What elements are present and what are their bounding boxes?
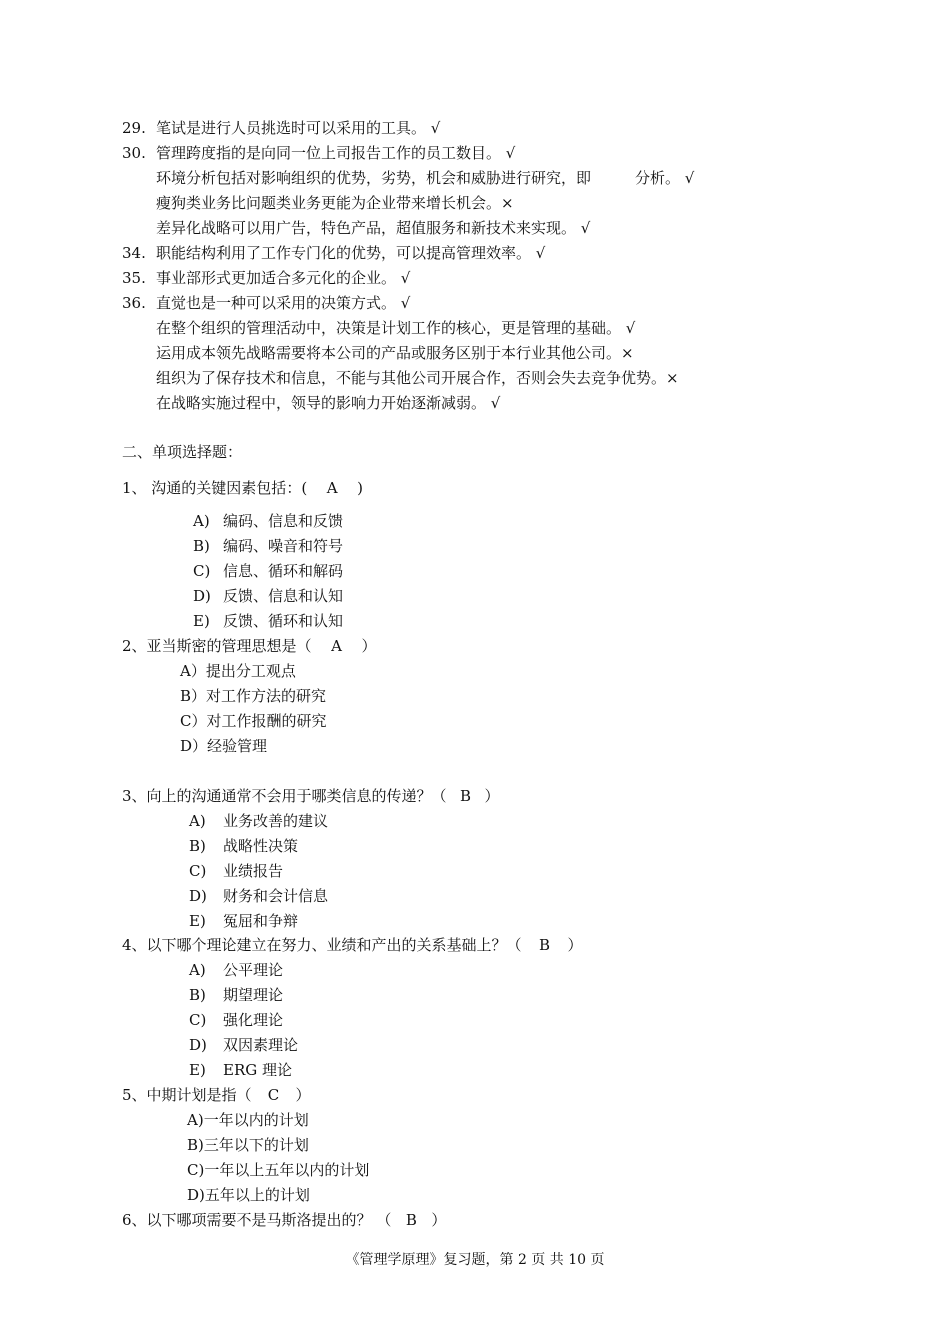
option — [180, 661, 296, 681]
question-text: 3、向上的沟通通常不会用于哪类信息的传递？（ — [122, 787, 447, 805]
option-label: D） — [180, 737, 208, 755]
question-text: 2、亚当斯密的管理思想是（ — [122, 637, 312, 655]
answer: A — [326, 479, 338, 497]
option — [189, 836, 298, 856]
option-text: 双因素理论 — [223, 1036, 299, 1054]
option — [180, 711, 327, 731]
item-text: 笔试是进行人员挑选时可以采用的工具。 √ — [156, 119, 441, 137]
option-text: 一年以上五年以内的计划 — [204, 1161, 370, 1179]
tf-item — [156, 168, 694, 188]
option-label: B) — [189, 837, 206, 855]
option — [189, 886, 328, 906]
item-text: 直觉也是一种可以采用的决策方式。 √ — [156, 294, 411, 312]
option-text: 对工作方法的研究 — [206, 687, 327, 705]
option-text: ERG 理论 — [223, 1061, 292, 1079]
option-label: D) — [189, 887, 207, 905]
tf-item — [156, 393, 500, 413]
question-stem — [122, 786, 500, 806]
option-label: C） — [180, 712, 207, 730]
item-number: 34. — [122, 244, 146, 262]
item-number: 36. — [122, 294, 146, 312]
question-stem — [122, 636, 377, 656]
question-text: 1、 沟通的关键因素包括：( — [122, 479, 308, 497]
option — [189, 1035, 298, 1055]
tf-item — [156, 193, 514, 213]
option — [187, 1160, 369, 1180]
option — [187, 1135, 309, 1155]
option — [180, 736, 267, 756]
option — [193, 511, 343, 531]
question-stem — [122, 935, 583, 955]
item-text: 在整个组织的管理活动中，决策是计划工作的核心，更是管理的基础。 √ — [156, 319, 636, 337]
item-text: 瘦狗类业务比问题类业务更能为企业带来增长机会。× — [156, 194, 514, 212]
option-label: E) — [189, 912, 206, 930]
option-text: 战略性决策 — [223, 837, 299, 855]
item-text: 在战略实施过程中，领导的影响力开始逐渐减弱。 √ — [156, 394, 501, 412]
option-label: C) — [193, 562, 211, 580]
option-text: 财务和会计信息 — [223, 887, 329, 905]
option-label: A) — [189, 812, 206, 830]
item-text-continued: 分析。 √ — [635, 169, 695, 187]
question-text: 4、以下哪个理论建立在努力、业绩和产出的关系基础上？（ — [122, 936, 522, 954]
option-label: E) — [189, 1061, 206, 1079]
section-heading: 二、单项选择题： — [122, 443, 243, 461]
option-text: 提出分工观点 — [205, 662, 296, 680]
bracket-close: ） — [295, 1086, 311, 1104]
option-text: 反馈、循环和认知 — [223, 612, 344, 630]
question-stem — [122, 1210, 446, 1230]
answer: B — [460, 787, 472, 805]
option-text: 五年以上的计划 — [204, 1186, 310, 1204]
tf-item — [156, 343, 634, 363]
option — [180, 686, 326, 706]
question-text: 5、中期计划是指（ — [122, 1086, 252, 1104]
option — [193, 611, 343, 631]
option — [193, 586, 343, 606]
option-label: C) — [189, 862, 207, 880]
option — [187, 1110, 309, 1130]
answer: A — [331, 637, 342, 655]
tf-item — [122, 143, 515, 163]
option — [189, 1060, 292, 1080]
answer: B — [405, 1211, 417, 1229]
tf-item — [156, 218, 590, 238]
option-label: A) — [189, 961, 206, 979]
option-label: B） — [180, 687, 207, 705]
tf-item — [122, 118, 440, 138]
option-text: 三年以下的计划 — [203, 1136, 309, 1154]
option-text: 经验管理 — [207, 737, 268, 755]
answer: B — [539, 936, 551, 954]
bracket-close: ） — [361, 637, 377, 655]
option-text: 强化理论 — [223, 1011, 284, 1029]
tf-item — [122, 293, 410, 313]
option-label: A) — [187, 1111, 204, 1129]
option-text: 业绩报告 — [223, 862, 284, 880]
option-label: D) — [189, 1036, 207, 1054]
bracket-close: ) — [357, 479, 364, 497]
option-label: D) — [193, 587, 211, 605]
option-label: C) — [189, 1011, 207, 1029]
option — [187, 1185, 310, 1205]
bracket-close: ） — [484, 787, 500, 805]
item-text: 组织为了保存技术和信息，不能与其他公司开展合作，否则会失去竞争优势。× — [156, 369, 679, 387]
tf-item — [122, 243, 545, 263]
item-text: 事业部形式更加适合多元化的企业。 √ — [156, 269, 411, 287]
option-text: 冤屈和争辩 — [223, 912, 299, 930]
option-label: B) — [187, 1136, 204, 1154]
option — [189, 911, 298, 931]
tf-item — [156, 368, 679, 388]
item-text: 管理跨度指的是向同一位上司报告工作的员工数目。 √ — [156, 144, 516, 162]
option — [193, 561, 343, 581]
option-label: C) — [187, 1161, 205, 1179]
item-text: 环境分析包括对影响组织的优势，劣势，机会和威胁进行研究，即 — [156, 169, 592, 187]
option-label: A） — [180, 662, 206, 680]
option-text: 公平理论 — [223, 961, 284, 979]
question-text: 6、以下哪项需要不是马斯洛提出的？ （ — [122, 1211, 392, 1229]
item-number: 35. — [122, 269, 146, 287]
option-text: 编码、信息和反馈 — [223, 512, 344, 530]
option-label: B) — [189, 986, 206, 1004]
tf-item — [156, 318, 635, 338]
bracket-close: ） — [431, 1211, 447, 1229]
option-label: D) — [187, 1186, 205, 1204]
option-label: E) — [193, 612, 210, 630]
option-text: 一年以内的计划 — [203, 1111, 309, 1129]
tf-item — [122, 268, 410, 288]
page-footer: 《管理学原理》复习题，第 2 页 共 10 页 — [345, 1252, 605, 1268]
option — [189, 985, 283, 1005]
option — [189, 811, 328, 831]
question-stem — [122, 478, 363, 498]
option-text: 业务改善的建议 — [223, 812, 329, 830]
option — [193, 536, 343, 556]
option — [189, 960, 283, 980]
option-label: B) — [193, 537, 210, 555]
item-text: 职能结构利用了工作专门化的优势，可以提高管理效率。 √ — [156, 244, 546, 262]
question-stem — [122, 1085, 311, 1105]
option — [189, 1010, 283, 1030]
item-text: 运用成本领先战略需要将本公司的产品或服务区别于本行业其他公司。× — [156, 344, 634, 362]
item-text: 差异化战略可以用广告，特色产品，超值服务和新技术来实现。 √ — [156, 219, 591, 237]
option-text: 对工作报酬的研究 — [206, 712, 327, 730]
option-text: 编码、噪音和符号 — [223, 537, 344, 555]
bracket-close: ） — [567, 936, 583, 954]
option-text: 反馈、信息和认知 — [223, 587, 344, 605]
item-number: 29. — [122, 119, 146, 137]
option-text: 期望理论 — [223, 986, 284, 1004]
item-number: 30. — [122, 144, 146, 162]
option-text: 信息、循环和解码 — [223, 562, 344, 580]
option — [189, 861, 283, 881]
answer: C — [267, 1086, 280, 1104]
option-label: A) — [193, 512, 210, 530]
